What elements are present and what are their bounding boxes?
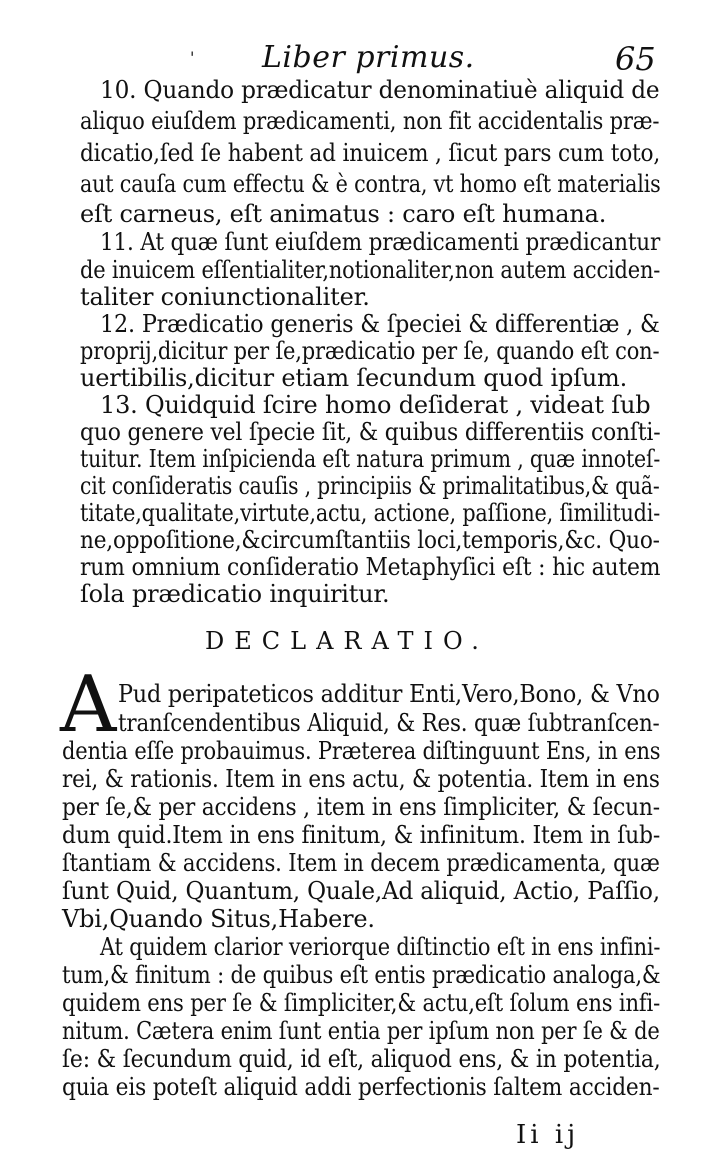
text-line: 10. Quando prædicatur denominatiuè aliquid de bbox=[100, 76, 660, 104]
text-line: dum quid.Item in ens finitum, & infinitum. Item in ſub- bbox=[62, 821, 661, 849]
text-line: de inuicem eſſentialiter,notionaliter,non autem acciden- bbox=[80, 256, 661, 284]
text-line: Vbi,Quando Situs,Habere. bbox=[62, 905, 375, 933]
text-line: At quidem clarior veriorque diſtinctio eſt in ens infini- bbox=[100, 933, 661, 961]
text-line: quo genere vel ſpecie ſit, & quibus differentiis conſti- bbox=[80, 418, 661, 446]
drop-cap-initial: A bbox=[60, 660, 117, 750]
page-number: 65 bbox=[615, 40, 656, 78]
text-line: quia eis poteſt aliquid addi perfectionis ſaltem acciden- bbox=[62, 1073, 660, 1101]
text-line: ſola prædicatio inquiritur. bbox=[80, 580, 390, 608]
signature-mark: Ii ij bbox=[516, 1120, 580, 1150]
text-line: ne,oppoſitione,&circumſtantiis loci,temporis,&c. Quo- bbox=[80, 526, 660, 554]
text-line: taliter coniunctionaliter. bbox=[80, 283, 370, 311]
text-line: nitum. Cætera enim ſunt entia per ipſum non per ſe & de bbox=[62, 1017, 660, 1045]
text-line: cit conſideratis cauſis , principiis & primalitatibus,& quã- bbox=[80, 472, 660, 500]
text-line: rei, & rationis. Item in ens actu, & potentia. Item in ens bbox=[62, 765, 660, 793]
text-line: tranſcendentibus Aliquid, & Res. quæ ſubtranſcen- bbox=[118, 709, 660, 737]
text-line: titate,qualitate,virtute,actu, actione, paſſione, ſimilitudi- bbox=[80, 499, 661, 527]
text-line: ſtantiam & accidens. Item in decem prædicamenta, quæ bbox=[62, 849, 660, 877]
text-line: tuitur. Item inſpicienda eſt natura primum , quæ innoteſ- bbox=[80, 445, 661, 473]
text-line: per ſe,& per accidens , item in ens ſimpliciter, & ſecun- bbox=[62, 793, 660, 821]
text-line: Pud peripateticos additur Enti,Vero,Bono, & Vno bbox=[118, 680, 660, 708]
text-line: 12. Prædicatio generis & ſpeciei & differentiæ , & bbox=[100, 310, 660, 338]
text-line: dicatio,ſed ſe habent ad inuicem , ſicut pars cum toto, bbox=[80, 139, 661, 167]
text-line: eſt carneus, eſt animatus : caro eſt humana. bbox=[80, 200, 607, 228]
text-line: proprij,dicitur per ſe,prædicatio per ſe, quando eſt con- bbox=[80, 337, 660, 365]
text-line: dentia eſſe probauimus. Præterea diſtinguunt Ens, in ens bbox=[62, 737, 661, 765]
section-heading: DECLARATIO. bbox=[205, 627, 489, 655]
text-line: tum,& finitum : de quibus eſt entis prædicatio analoga,& bbox=[62, 961, 661, 989]
text-line: ſunt Quid, Quantum, Quale,Ad aliquid, Actio, Paſſio, bbox=[62, 877, 660, 905]
text-line: quidem ens per ſe & ſimpliciter,& actu,eſt ſolum ens infi- bbox=[62, 989, 661, 1017]
text-line: 11. At quæ ſunt eiuſdem prædicamenti prædicantur bbox=[100, 228, 661, 256]
running-head-title: Liber primus. bbox=[262, 40, 475, 75]
text-line: 13. Quidquid ſcire homo deſiderat , videat ſub bbox=[100, 391, 651, 419]
text-line: aliquo eiuſdem prædicamenti, non fit accidentalis præ- bbox=[80, 107, 660, 135]
text-line: aut cauſa cum effectu & è contra, vt homo eſt materialis bbox=[80, 170, 661, 198]
text-line: rum omnium conſideratio Metaphyſici eſt : hic autem bbox=[80, 553, 661, 581]
text-line: ſe: & ſecundum quid, id eſt, aliquod ens, & in potentia, bbox=[62, 1045, 661, 1073]
header-mark: ' bbox=[190, 48, 195, 67]
text-line: uertibilis,dicitur etiam ſecundum quod ipſum. bbox=[80, 364, 628, 392]
